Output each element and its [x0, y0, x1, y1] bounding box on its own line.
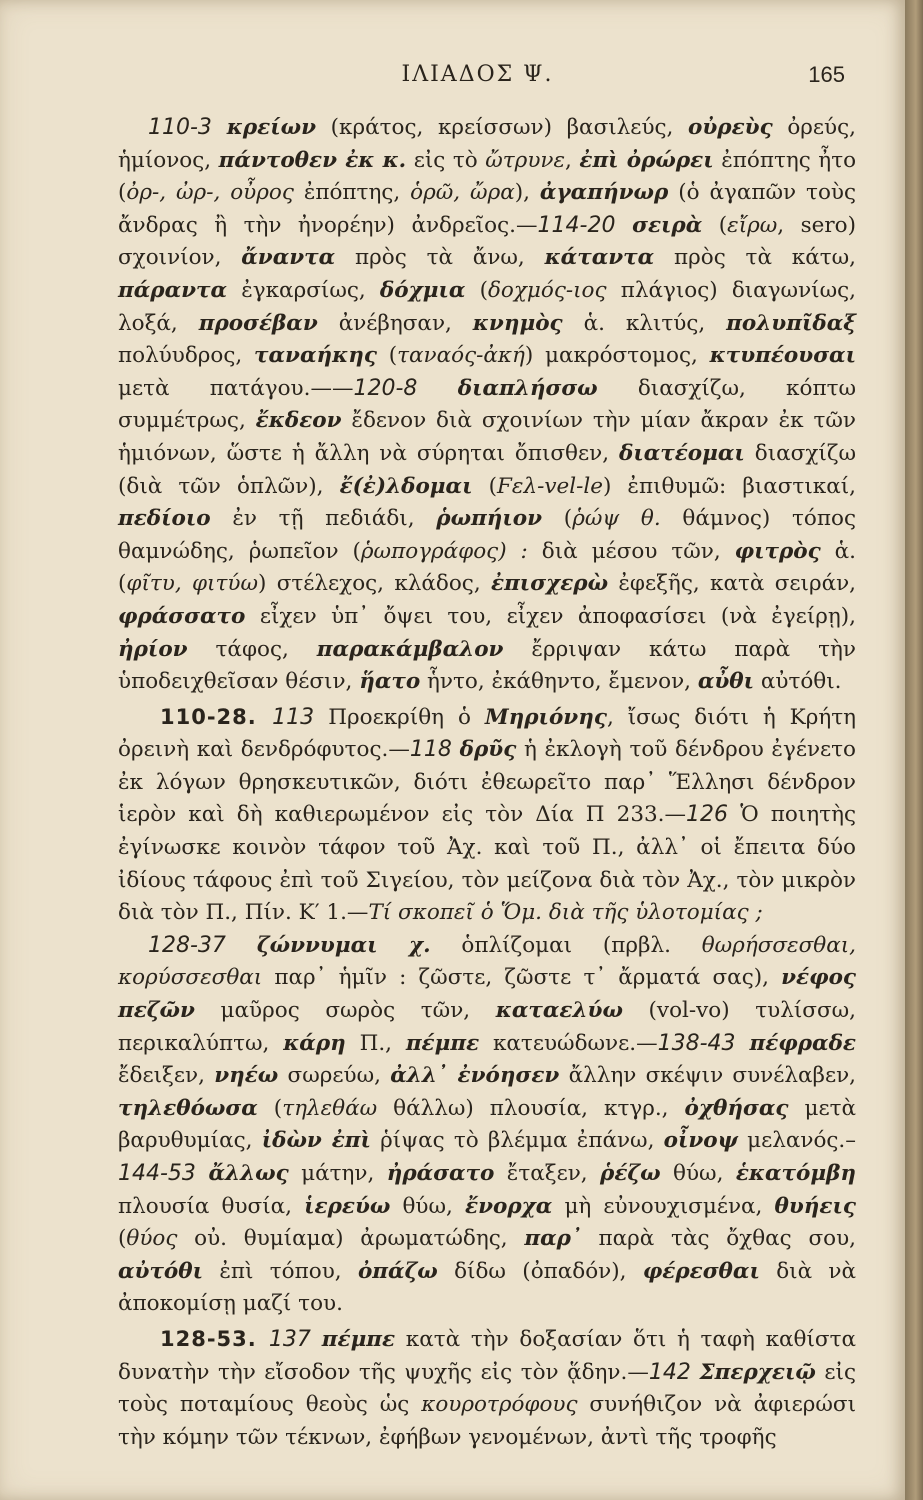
- lemma-term: ῥωπήιον: [436, 506, 543, 532]
- italic-text: τηλεθάω: [282, 1095, 378, 1121]
- lemma-term: νηέω: [214, 1063, 279, 1089]
- lemma-term: κρείων: [226, 115, 317, 140]
- text-run: Προεκρίθη ὁ: [328, 704, 485, 730]
- italic-text: δοχμός-ιος: [487, 277, 607, 303]
- page-number: 165: [808, 62, 845, 87]
- text-run: ἁ. κλιτύς,: [562, 310, 727, 336]
- lemma-term: Σπερχειῷ: [699, 1359, 816, 1385]
- text-run: εἰς τοὺς ποταμίους θεοὺς ὡς: [118, 1359, 856, 1418]
- text-run: πρὸς τὰ ἄνω,: [335, 245, 545, 271]
- line-reference: 113: [272, 704, 329, 730]
- lemma-term: πάντοθεν ἐκ κ.: [218, 147, 407, 173]
- text-run: διὰ νὰ ἀποκομίσῃ μαζί του.: [118, 1258, 857, 1317]
- lemma-term: πέμπε: [321, 1326, 396, 1352]
- lemma-term: παρακάμβαλον: [316, 636, 504, 662]
- lemma-term: φιτρὸς: [734, 538, 821, 564]
- commentary-paragraph: [118, 1323, 856, 1454]
- text-run: ῥίψας τὸ βλέμμα ἐπάνω,: [370, 1128, 664, 1154]
- text-run: ἔρριψαν κάτω παρὰ τὴν ὑποδειχθεῖσαν θέσιν,: [118, 636, 856, 695]
- lemma-term: ὀπάζω: [357, 1258, 438, 1284]
- commentary-paragraph: [118, 112, 856, 699]
- commentary-paragraph: [118, 930, 856, 1321]
- text-run: μὴ εὐνουχισμένα,: [552, 1193, 775, 1219]
- italic-text: φῖτυ, φιτύω: [126, 571, 258, 597]
- lemma-term: ἑκατόμβη: [735, 1161, 856, 1186]
- text-run: (vol-vo) τυλίσσω, περικαλύπτω,: [118, 998, 856, 1056]
- commentary-paragraph: [118, 701, 856, 930]
- text-run: (κράτος, κρείσσων) βασιλεύς,: [316, 115, 689, 140]
- lemma-term: οἶνοψ: [663, 1128, 738, 1154]
- text-run: ἐπόπτης,: [293, 180, 411, 206]
- text-run: ἔδενον διὰ σχοινίων τὴν μίαν ἄκραν ἐκ τῶν ἡμιόνων, ὥστε ἡ ἄλλη νὰ σύρηται ὄπισθεν,: [118, 408, 856, 466]
- italic-text: θύος: [126, 1226, 178, 1252]
- text-run: διασχίζω (διὰ τῶν ὁπλῶν),: [118, 440, 856, 499]
- italic-text: θωρήσσεσθαι, κορύσσεσθαι: [118, 932, 856, 991]
- text-run: ἡ ἐκλογὴ τοῦ δένδρου ἐγένετο ἐκ λόγων θρησκευτικῶν, διότι ἐθεωρεῖτο παρ᾽ Ἕλλησι δένδρον ἱερὸν καὶ δὴ καθιερωμένον εἰς τὸν Δία Π 233.—: [118, 737, 857, 828]
- text-run: (: [118, 1226, 127, 1252]
- italic-text: Τί σκοπεῖ ὁ Ὅμ. διὰ τῆς ὑλοτομίας ;: [368, 900, 763, 926]
- lemma-term: ἐπισχερὼ: [491, 571, 609, 597]
- lemma-term: παρ᾽: [524, 1226, 582, 1252]
- lemma-term: φέρεσθαι: [642, 1258, 760, 1284]
- text-run: εἰς τὸ: [406, 147, 486, 173]
- lemma-term: ὀχθήσας: [684, 1095, 789, 1121]
- line-reference: 126: [686, 802, 741, 828]
- text-run: (: [542, 506, 573, 532]
- text-run: θύω,: [660, 1161, 736, 1186]
- lemma-term: διαπλήσσω: [457, 375, 598, 401]
- text-run: ) ἐπιθυμῶ: βιαστικαί,: [602, 473, 856, 499]
- text-run: (: [376, 343, 398, 369]
- italic-text: εἴρω: [727, 212, 778, 238]
- line-reference: 128-37: [148, 932, 257, 958]
- text-run: , ἴσως διότι ἡ Κρήτη ὀρεινὴ καὶ δενδρόφυτος.—: [118, 704, 857, 763]
- text-run: ὁπλίζομαι (πρβλ.: [430, 932, 702, 958]
- text-run: ἐπόπτης ἦτο (: [118, 147, 857, 206]
- lemma-term: διατέομαι: [618, 440, 745, 466]
- page-edge: [905, 0, 923, 1500]
- text-run: θύω,: [390, 1193, 465, 1219]
- lemma-term: προσέβαν: [198, 310, 318, 336]
- text-run: διασχίζω, κόπτω συμμέτρως,: [118, 375, 856, 434]
- text-run: πολύυδρος,: [118, 343, 255, 369]
- text-run: ,: [565, 147, 580, 173]
- text-run: συνήθιζον νὰ ἀφιερώσι τὴν κόμην τῶν τέκνων, ἐφήβων γενομένων, ἀντὶ τῆς τροφῆς: [118, 1392, 856, 1450]
- text-run: (: [472, 473, 497, 499]
- text-run: ἐγκαρσίως,: [227, 277, 380, 303]
- lemma-term: ἔκδεον: [255, 408, 342, 434]
- page-header: [110, 62, 845, 96]
- italic-text: ὁρῶ, ὤρα: [410, 180, 515, 206]
- lemma-term: ἰδὼν ἐπὶ: [261, 1128, 371, 1154]
- text-run: ἐφεξῆς, κατὰ σειράν,: [608, 571, 857, 597]
- text-run: αὐτόθι.: [754, 669, 842, 695]
- italic-text: ταναός-ἀκή: [397, 343, 525, 369]
- text-run: ἀνέβησαν,: [317, 310, 473, 336]
- text-run: Ὁ ποιητὴς ἐγίνωσκε κοινὸν τάφον τοῦ Ἀχ. καὶ τοῦ Π., ἀλλ᾽ οἱ ἔπειτα δύο ἰδίους τάφους ἐπὶ τοῦ Σιγείου, τὸν μείζονα διὰ τὸν Ἀχ., τὸν μικρὸν διὰ τὸν Π., Πίν. Κ′ 1.—: [118, 802, 857, 926]
- lemma-term: κνημὸς: [472, 310, 563, 336]
- text-run: (: [702, 212, 728, 238]
- italic-text: κουροτρόφους: [421, 1392, 578, 1418]
- text-run: σωρεύω,: [278, 1063, 391, 1089]
- lemma-term: ἱερεύω: [304, 1193, 391, 1219]
- lemma-term: ἔ(ἐ)λδομαι: [339, 473, 473, 499]
- text-run: μετὰ πατάγου.——: [118, 375, 354, 401]
- text-run: πλουσία θυσία,: [118, 1193, 305, 1219]
- line-reference: 118: [409, 737, 460, 763]
- text-run: ) μακρόστομος,: [524, 343, 710, 369]
- line-reference: 142: [648, 1359, 700, 1385]
- lemma-term: ῥέζω: [600, 1161, 661, 1186]
- text-run: διὰ μέσου τῶν,: [527, 538, 735, 564]
- italic-text: ῥωπογράφος) :: [360, 538, 528, 564]
- text-run: μάτην,: [288, 1161, 387, 1186]
- text-run: ἔδειξεν,: [118, 1063, 215, 1089]
- lemma-term: ἠράσατο: [386, 1161, 495, 1186]
- lemma-term: σειρὰ: [632, 212, 703, 238]
- text-run: (: [257, 1095, 283, 1121]
- lemma-term: ἐπὶ ὀρώρει: [579, 147, 714, 173]
- text-run: , sero) σχοινίον,: [118, 212, 856, 271]
- lemma-term: Μηριόνης: [484, 704, 607, 730]
- italic-text: ῥώψ θ.: [572, 506, 661, 532]
- lemma-term: καταελύω: [495, 998, 623, 1024]
- text-run: δίδω (ὀπαδόν),: [437, 1258, 643, 1284]
- lemma-term: ζώννυμαι χ.: [256, 932, 431, 958]
- text-run: παρ᾽ ἡμῖν : ζῶστε, ζῶστε τ᾽ ἄρματά σας),: [262, 965, 782, 991]
- text-run: θάμνος) τόπος θαμνώδης, ῥωπεῖον (: [118, 506, 856, 564]
- text-run: οὐ. θυμίαμα) ἀρωματώδης,: [177, 1226, 525, 1252]
- lemma-term: νέφος πεζῶν: [118, 965, 856, 1024]
- text-run: μετὰ βαρυθυμίας,: [118, 1095, 856, 1154]
- section-heading: 110-28.: [160, 704, 273, 729]
- text-run: ἧντο, ἐκάθηντο, ἔμενον,: [420, 669, 698, 695]
- italic-text: Ϝελ-vel-le: [496, 473, 603, 499]
- text-run: ),: [514, 180, 540, 206]
- text-run: μελανός.–: [737, 1128, 857, 1154]
- lemma-term: πέφραδε: [749, 1030, 856, 1056]
- text-run: Π.,: [345, 1030, 406, 1056]
- text-run: τάφος,: [187, 636, 317, 662]
- lemma-term: θυήεις: [774, 1193, 856, 1219]
- lemma-term: αὐτόθι: [118, 1258, 204, 1284]
- lemma-term: φράσσατο: [118, 603, 246, 629]
- lemma-term: κτυπέουσαι: [709, 343, 856, 369]
- lemma-term: ἠρίον: [118, 636, 188, 662]
- lemma-term: πολυπῖδαξ: [726, 310, 856, 336]
- lemma-term: ἥατο: [359, 669, 421, 695]
- text-run: ἄλλην σκέψιν συνέλαβεν,: [559, 1063, 857, 1089]
- running-head: ΙΛΙΑΔΟΣ Ψ.: [401, 62, 554, 87]
- text-run: πλάγιος) διαγωνίως, λοξά,: [118, 277, 856, 336]
- line-reference: 114-20: [537, 212, 633, 238]
- text-run: μαῦρος σωρὸς τῶν,: [194, 998, 496, 1024]
- lemma-term: ταναήκης: [254, 343, 377, 369]
- section-heading: 128-53.: [160, 1326, 269, 1351]
- lemma-term: ἀλλ᾽ ἐνόησεν: [390, 1063, 560, 1089]
- line-reference: 120-8: [353, 375, 458, 401]
- lemma-term: κάταντα: [544, 245, 655, 271]
- lemma-term: κάρη: [283, 1030, 346, 1056]
- text-run: κατευώδωνε.—: [479, 1030, 658, 1056]
- lemma-term: πέμπε: [405, 1030, 480, 1056]
- text-run: ἐπὶ τόπου,: [203, 1258, 358, 1284]
- line-reference: 110-3: [148, 115, 227, 140]
- lemma-term: αὖθι: [697, 669, 755, 695]
- line-reference: 137: [268, 1326, 322, 1352]
- text-run: παρὰ τὰς ὄχθας σου,: [581, 1226, 856, 1252]
- commentary-body: [118, 112, 856, 1454]
- text-run: (: [465, 277, 488, 303]
- line-reference: 138-43: [657, 1030, 750, 1056]
- lemma-term: ἔνορχα: [465, 1193, 553, 1219]
- text-run: κατὰ τὴν δοξασίαν ὅτι ἡ ταφὴ καθίστα δυνατὴν τὴν εἴσοδον τῆς ψυχῆς εἰς τὸν ᾅδην.—: [118, 1326, 856, 1385]
- lemma-term: ἄναντα: [241, 245, 336, 271]
- lemma-term: δόχμια: [379, 277, 466, 303]
- lemma-term: ἀγαπήνωρ: [539, 180, 669, 206]
- text-run: ἁ. (: [118, 538, 856, 597]
- text-run: εἶχεν ὑπ᾽ ὄψει του, εἶχεν ἀποφασίσει (νὰ ἐγείρῃ),: [245, 603, 856, 629]
- lemma-term: πεδίοιο: [118, 506, 211, 532]
- lemma-term: ἄλλως: [208, 1161, 289, 1186]
- lemma-term: πάραντα: [118, 277, 228, 303]
- text-run: ὀρεύς, ἡμίονος,: [118, 115, 856, 173]
- text-run: (ὁ ἀγαπῶν τοὺς ἄνδρας ἢ τὴν ἠνορέην) ἀνδρεῖος.—: [118, 180, 856, 238]
- text-run: θάλλω) πλουσία, κτγρ.,: [377, 1095, 685, 1121]
- text-run: ἐν τῇ πεδιάδι,: [210, 506, 437, 532]
- text-run: ) στέλεχος, κλάδος,: [257, 571, 491, 597]
- text-run: πρὸς τὰ κάτω,: [654, 245, 856, 271]
- lemma-term: οὐρεὺς: [688, 115, 773, 140]
- text-run: ἔταξεν,: [494, 1161, 601, 1186]
- line-reference: 144-53: [118, 1161, 209, 1186]
- lemma-term: δρῦς: [459, 737, 517, 763]
- lemma-term: τηλεθόωσα: [118, 1095, 258, 1121]
- italic-text: ὤτρυνε: [485, 147, 565, 173]
- italic-text: ὀρ-, ὠρ-, οὖρος: [126, 180, 294, 206]
